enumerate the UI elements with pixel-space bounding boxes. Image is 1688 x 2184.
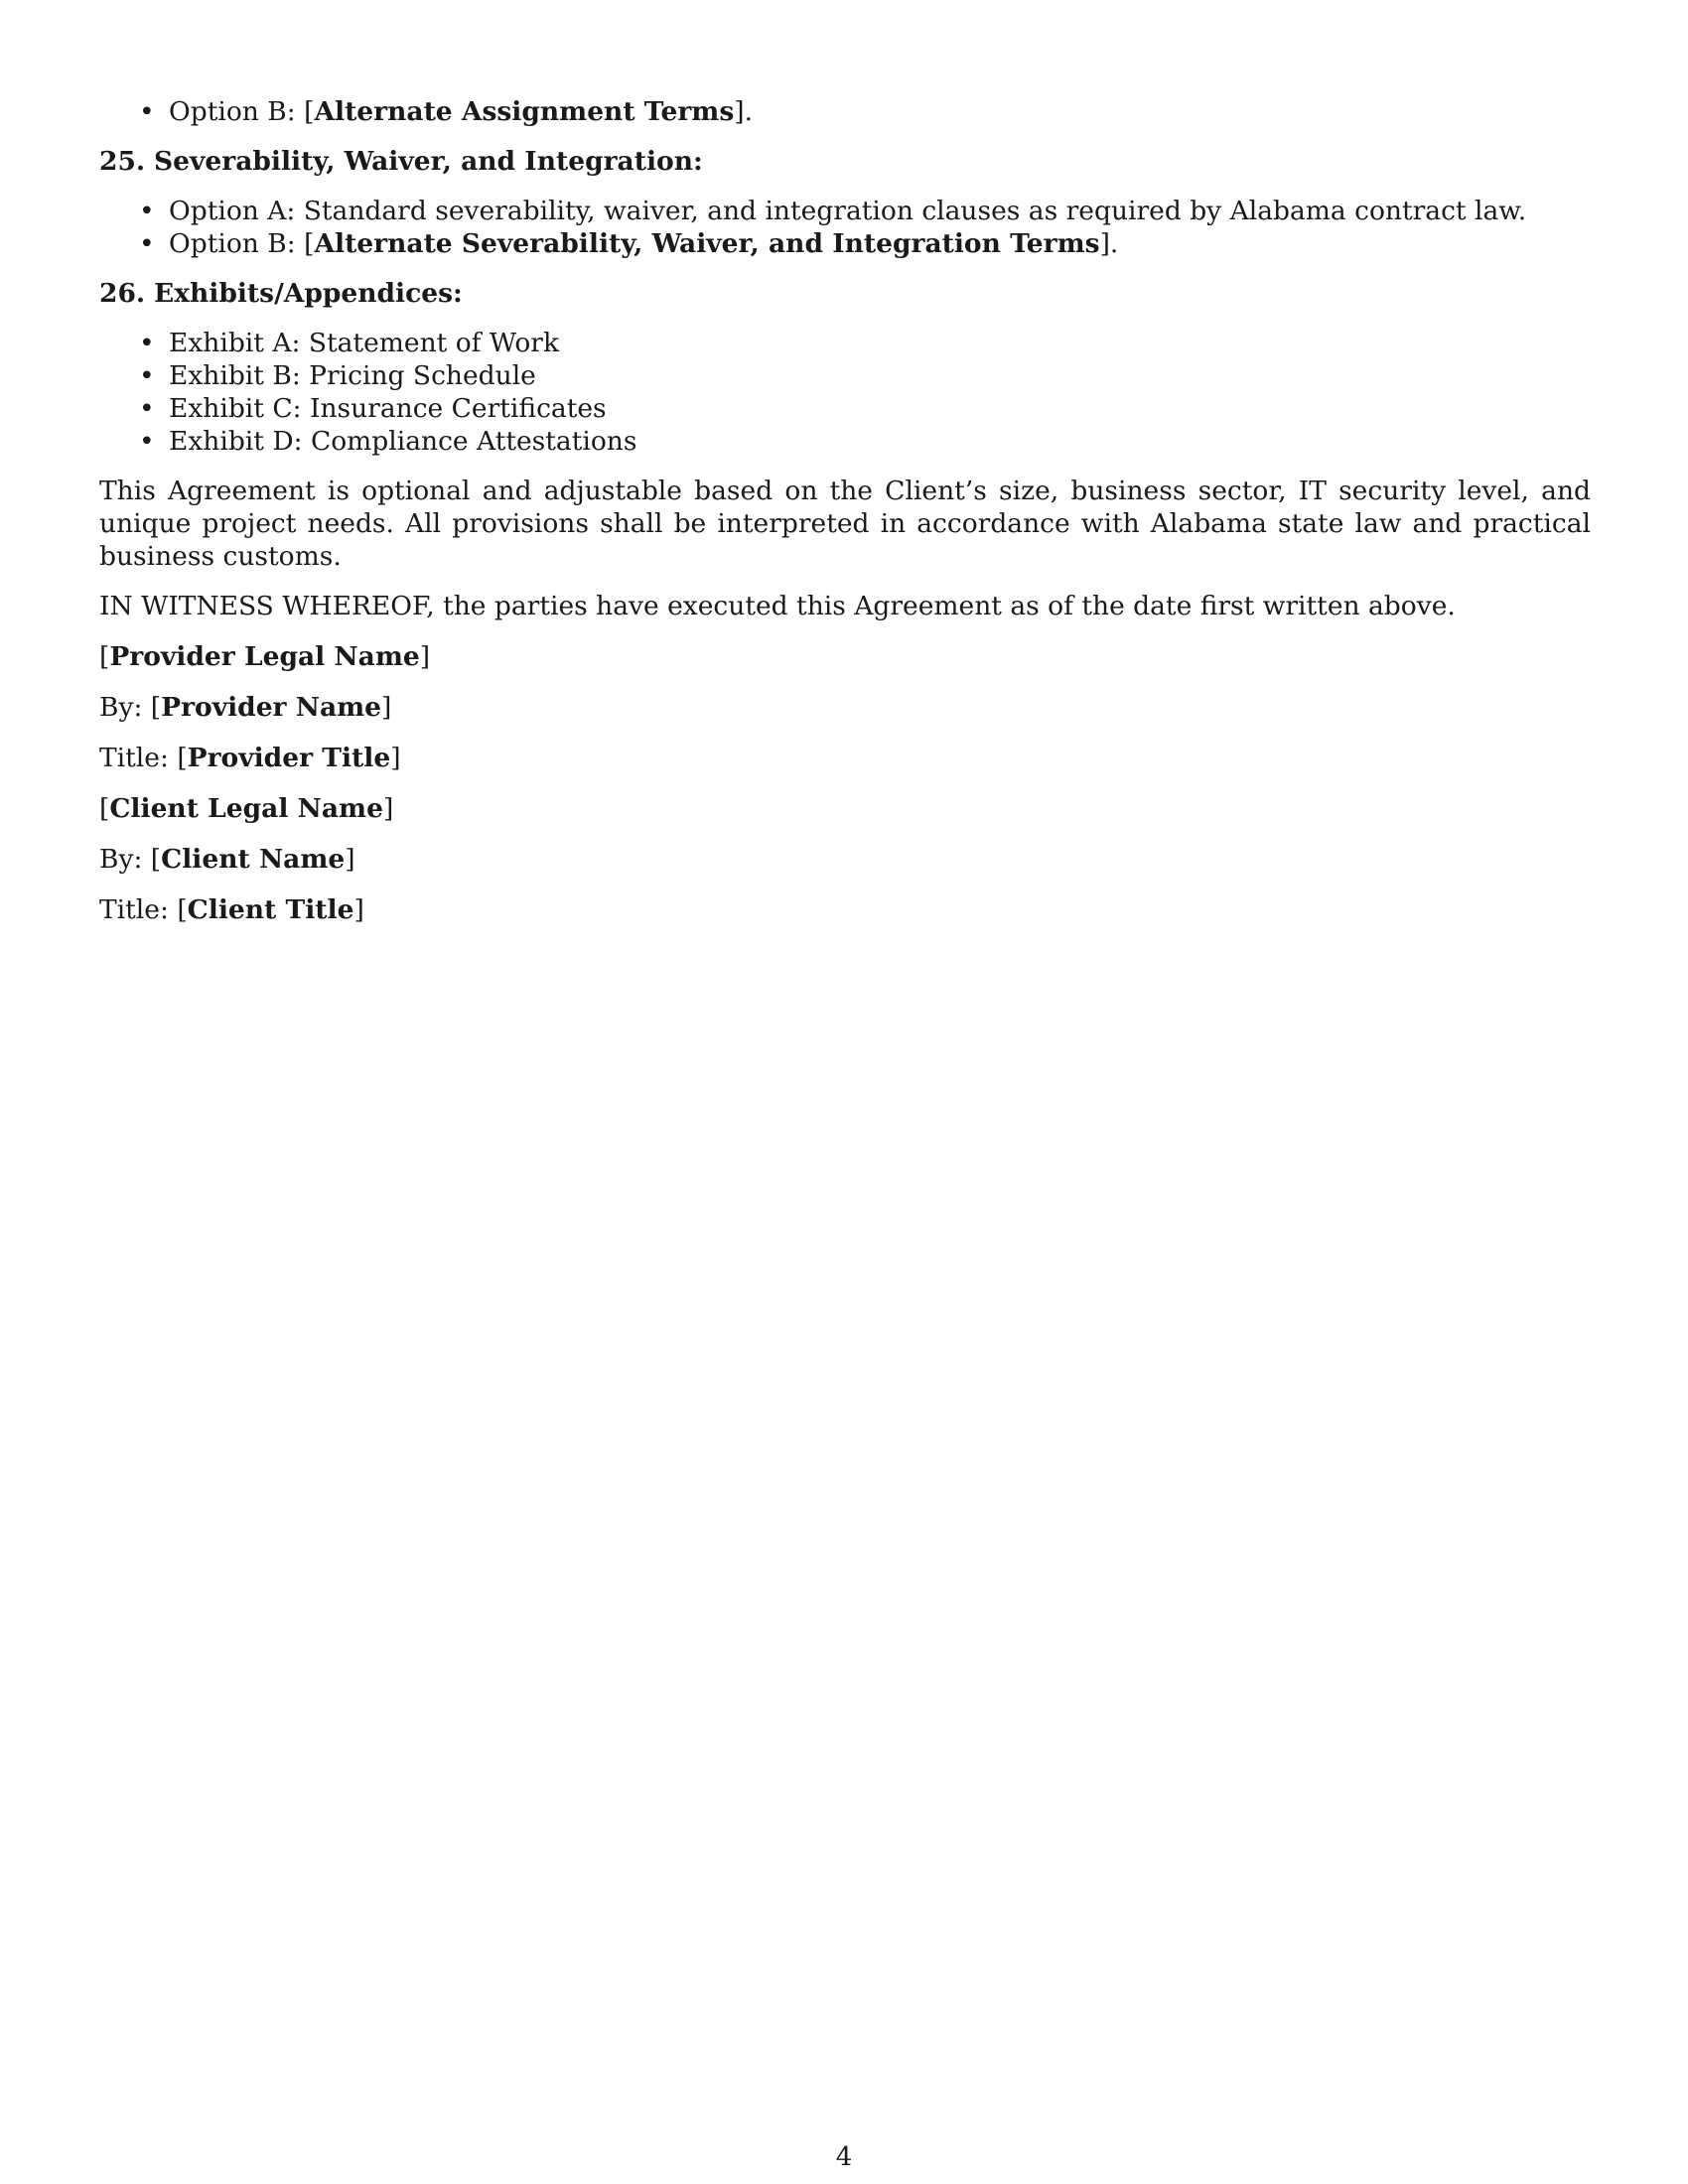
section-24-options — [99, 95, 1591, 128]
client-by-line: By: [Client Name] — [99, 844, 355, 875]
exhibit-item: • Exhibit A: Statement of Work — [99, 327, 1591, 359]
section-25-options — [99, 195, 1591, 260]
section-24-option-b: • Option B: [Alternate Assignment Terms]. — [99, 95, 1591, 128]
alternate-assignment-terms-placeholder: Alternate Assignment Terms — [314, 96, 735, 127]
section-26-heading: 26. Exhibits/Appendices: — [99, 278, 463, 309]
document-page — [99, 95, 1591, 926]
page-number: 4 — [835, 2142, 853, 2172]
provider-title-line: Title: [Provider Title] — [99, 743, 401, 773]
exhibit-list — [99, 327, 1591, 458]
witness-statement: IN WITNESS WHEREOF, the parties have executed this Agreement as of the date first written above. — [99, 591, 1456, 621]
exhibit-item: • Exhibit B: Pricing Schedule — [99, 359, 1591, 392]
provider-legal-name: [Provider Legal Name] — [99, 641, 431, 672]
exhibit-item: • Exhibit C: Insurance Certificates — [99, 392, 1591, 425]
section-25-option-b: • Option B: [Alternate Severability, Waiver, and Integration Terms]. — [99, 227, 1591, 260]
provider-by-line: By: [Provider Name] — [99, 692, 392, 723]
alternate-severability-terms-placeholder: Alternate Severability, Waiver, and Integration Terms — [314, 228, 1100, 259]
client-title-line: Title: [Client Title] — [99, 894, 364, 925]
section-25-option-a: • Option A: Standard severability, waiver, and integration clauses as required by Alabama contract law. — [99, 195, 1591, 227]
closing-paragraph: This Agreement is optional and adjustable based on the Client’s size, business sector, IT security level, and unique project needs. All provisions shall be interpreted in accordance with Alabama state law and practical business customs. — [99, 476, 1591, 572]
section-25-heading: 25. Severability, Waiver, and Integration: — [99, 146, 703, 177]
client-legal-name: [Client Legal Name] — [99, 793, 394, 824]
exhibit-item: • Exhibit D: Compliance Attestations — [99, 425, 1591, 458]
